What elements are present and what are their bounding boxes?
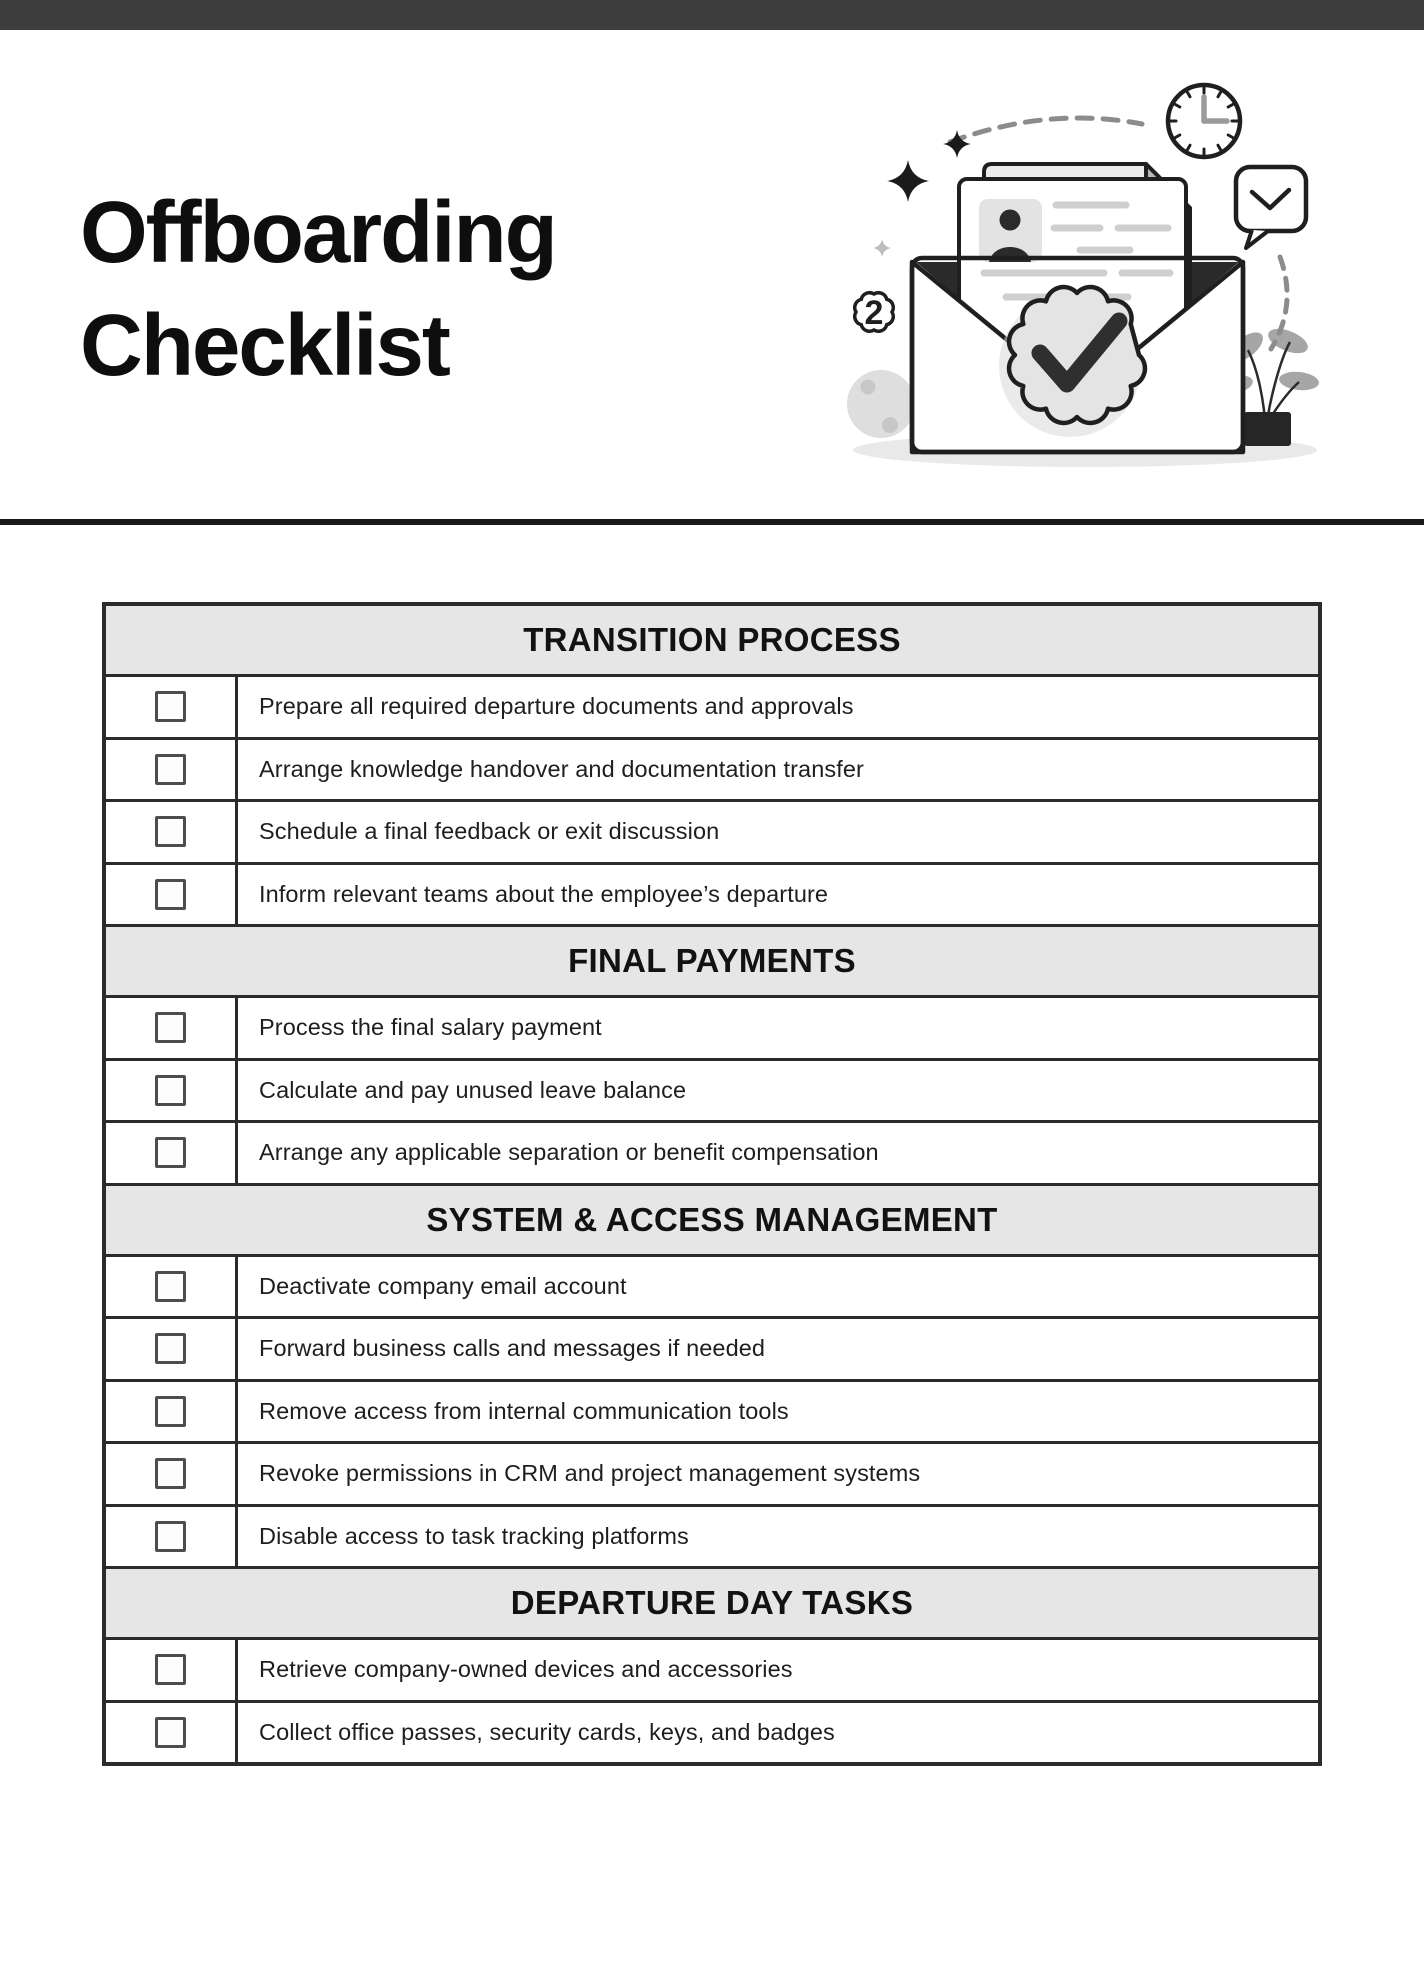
header-divider <box>0 519 1424 525</box>
section-header-departure-day-tasks: DEPARTURE DAY TASKS <box>106 1566 1318 1637</box>
task-label: Forward business calls and messages if needed <box>259 1335 766 1362</box>
offboarding-illustration <box>0 0 1424 520</box>
checkbox[interactable] <box>155 816 186 847</box>
table-row <box>106 1316 1318 1379</box>
table-row <box>106 862 1318 925</box>
offboarding-checklist-table <box>102 602 1322 1766</box>
envelope-icon <box>912 164 1243 452</box>
checkbox-cell <box>106 802 238 862</box>
ball-icon <box>847 370 915 438</box>
table-row <box>106 995 1318 1058</box>
checkbox[interactable] <box>155 1333 186 1364</box>
task-label: Arrange knowledge handover and documentation transfer <box>259 755 864 782</box>
checkbox-cell <box>106 1703 238 1763</box>
checkbox-cell <box>106 998 238 1058</box>
checkbox-cell <box>106 1123 238 1183</box>
task-label: Collect office passes, security cards, keys, and badges <box>259 1718 835 1745</box>
task-label: Process the final salary payment <box>259 1014 602 1041</box>
number-badge-icon <box>855 293 894 332</box>
checkbox[interactable] <box>155 1396 186 1427</box>
checkbox-cell <box>106 740 238 800</box>
task-label: Retrieve company-owned devices and accessories <box>259 1656 793 1683</box>
checkbox-cell <box>106 1257 238 1317</box>
task-label: Disable access to task tracking platforms <box>259 1522 689 1549</box>
task-label: Schedule a final feedback or exit discussion <box>259 818 720 845</box>
section-header-transition-process: TRANSITION PROCESS <box>106 606 1318 674</box>
checkbox-cell <box>106 1061 238 1121</box>
checkbox-cell <box>106 1640 238 1700</box>
task-label: Inform relevant teams about the employee’s departure <box>259 880 829 907</box>
task-label: Calculate and pay unused leave balance <box>259 1076 687 1103</box>
checkbox[interactable] <box>155 1075 186 1106</box>
sparkle-icon <box>873 130 971 257</box>
checkbox[interactable] <box>155 1458 186 1489</box>
table-row <box>106 799 1318 862</box>
checkbox[interactable] <box>155 754 186 785</box>
task-label: Prepare all required departure documents and approvals <box>259 693 854 720</box>
table-row <box>106 1058 1318 1121</box>
checkbox-cell <box>106 1507 238 1567</box>
checkbox[interactable] <box>155 879 186 910</box>
section-header-system-access-management: SYSTEM & ACCESS MANAGEMENT <box>106 1183 1318 1254</box>
table-row <box>106 1120 1318 1183</box>
task-label: Remove access from internal communication tools <box>259 1397 789 1424</box>
checkbox-cell <box>106 865 238 925</box>
section-header-final-payments: FINAL PAYMENTS <box>106 924 1318 995</box>
checkbox[interactable] <box>155 1521 186 1552</box>
clock-icon <box>1168 85 1240 157</box>
table-row <box>106 1254 1318 1317</box>
checkbox-cell <box>106 677 238 737</box>
checkbox[interactable] <box>155 1717 186 1748</box>
checkbox-cell <box>106 1319 238 1379</box>
table-row <box>106 1379 1318 1442</box>
checkbox-cell <box>106 1382 238 1442</box>
checkbox[interactable] <box>155 1137 186 1168</box>
table-row <box>106 1441 1318 1504</box>
table-row <box>106 674 1318 737</box>
task-label: Arrange any applicable separation or benefit compensation <box>259 1139 879 1166</box>
checkbox-cell <box>106 1444 238 1504</box>
dashed-arc <box>950 118 1142 142</box>
table-row <box>106 1504 1318 1567</box>
checkbox[interactable] <box>155 1012 186 1043</box>
checkbox[interactable] <box>155 1271 186 1302</box>
table-row <box>106 737 1318 800</box>
task-label: Deactivate company email account <box>259 1272 627 1299</box>
badge-number: 2 <box>864 294 884 332</box>
table-row <box>106 1637 1318 1700</box>
checkbox[interactable] <box>155 691 186 722</box>
checkbox[interactable] <box>155 1654 186 1685</box>
speech-bubble-icon <box>1236 167 1306 248</box>
table-row <box>106 1700 1318 1763</box>
task-label: Revoke permissions in CRM and project management systems <box>259 1460 921 1487</box>
page-title: Offboarding Checklist <box>80 184 556 395</box>
